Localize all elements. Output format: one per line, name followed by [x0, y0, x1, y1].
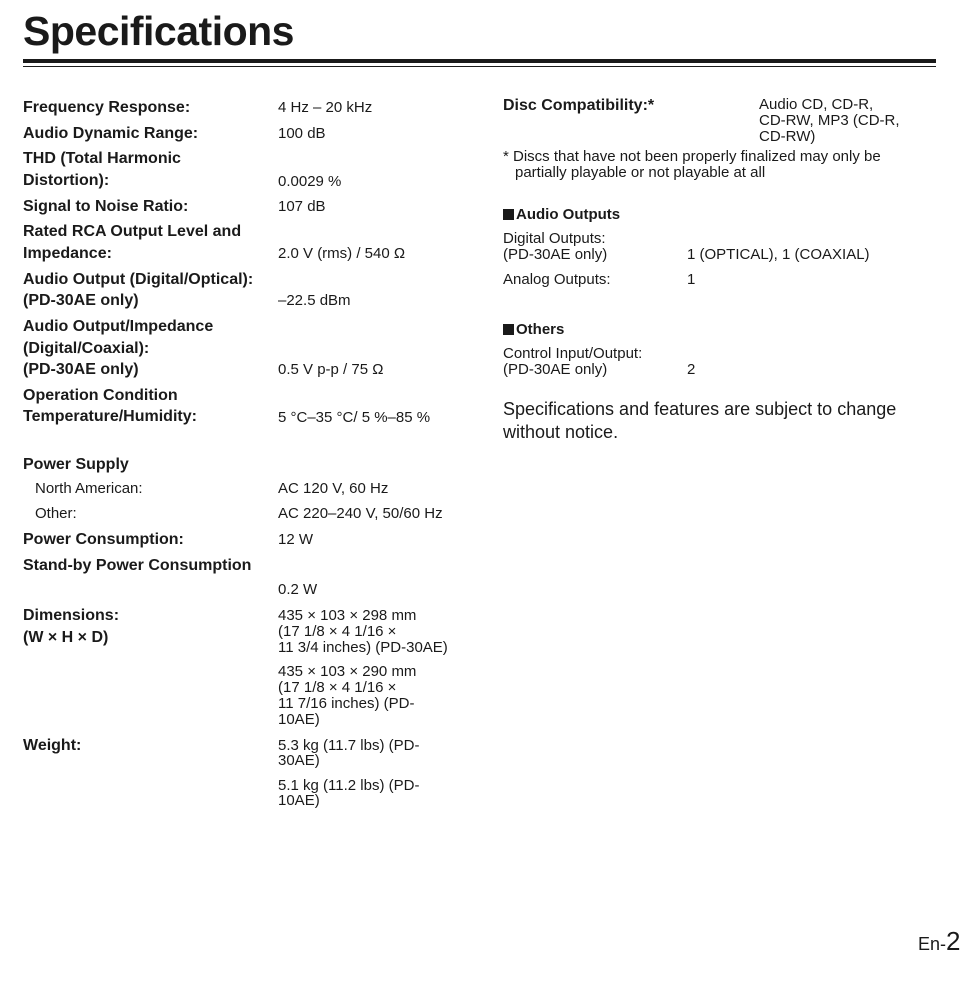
disc-compatibility-label: Disc Compatibility:*	[503, 97, 655, 114]
power-consumption-label: Power Consumption:	[23, 531, 184, 548]
disc-compatibility-value-line1: Audio CD, CD-R,	[759, 96, 874, 113]
coaxial-output-label-line2: (Digital/Coaxial):	[23, 340, 150, 357]
closing-note-line2: without notice.	[503, 422, 619, 442]
power-supply-label: Power Supply	[23, 456, 129, 473]
dimensions-pd10ae-line2: (17 1/8 × 4 1/16 ×	[278, 679, 397, 696]
digital-outputs-value: 1 (OPTICAL), 1 (COAXIAL)	[687, 246, 870, 263]
audio-outputs-heading	[503, 206, 620, 223]
frequency-response-value: 4 Hz – 20 kHz	[278, 99, 373, 116]
weight-pd30ae-line1: 5.3 kg (11.7 lbs) (PD-	[278, 737, 420, 754]
analog-outputs-value: 1	[687, 271, 696, 288]
rca-output-value: 2.0 V (rms) / 540 Ω	[278, 245, 406, 262]
page-number-digit: 2	[946, 926, 960, 956]
snr-label: Signal to Noise Ratio:	[23, 198, 189, 215]
dynamic-range-label: Audio Dynamic Range:	[23, 125, 199, 142]
audio-outputs-heading-text: Audio Outputs	[516, 206, 621, 223]
thd-label-line2: Distortion):	[23, 172, 110, 189]
dimensions-pd30ae-line3: 11 3/4 inches) (PD-30AE)	[278, 639, 448, 656]
north-american-value: AC 120 V, 60 Hz	[278, 480, 389, 497]
others-heading	[503, 321, 564, 338]
dimensions-label-line1: Dimensions:	[23, 607, 120, 624]
disc-footnote-line2: partially playable or not playable at all	[515, 164, 766, 181]
analog-outputs-label: Analog Outputs:	[503, 271, 611, 288]
dimensions-pd30ae-line2: (17 1/8 × 4 1/16 ×	[278, 623, 397, 640]
operation-condition-value: 5 °C–35 °C/ 5 %–85 %	[278, 409, 431, 426]
rca-output-label-line2: Impedance:	[23, 245, 112, 262]
thd-label-line1: THD (Total Harmonic	[23, 150, 181, 167]
rca-output-label-line1: Rated RCA Output Level and	[23, 223, 242, 240]
weight-label: Weight:	[23, 737, 82, 754]
dimensions-label-line2: (W × H × D)	[23, 629, 109, 646]
control-io-label-line2: (PD-30AE only)	[503, 361, 608, 378]
dimensions-pd10ae-line3: 11 7/16 inches) (PD-	[278, 695, 415, 712]
dynamic-range-value: 100 dB	[278, 125, 326, 142]
square-bullet-icon	[503, 209, 514, 220]
operation-condition-label-line2: Temperature/Humidity:	[23, 408, 197, 425]
standby-consumption-label: Stand-by Power Consumption	[23, 557, 252, 574]
others-heading-text: Others	[516, 321, 565, 338]
optical-output-label-line2: (PD-30AE only)	[23, 292, 139, 309]
optical-output-value: –22.5 dBm	[278, 292, 351, 309]
page-number-prefix: En-	[918, 934, 947, 954]
title-rule-thin	[23, 66, 936, 67]
disc-footnote-line1: * Discs that have not been properly finalized may only be	[503, 148, 881, 165]
frequency-response-label: Frequency Response:	[23, 99, 191, 116]
coaxial-output-value: 0.5 V p-p / 75 Ω	[278, 361, 384, 378]
snr-value: 107 dB	[278, 198, 326, 215]
closing-note-line1: Specifications and features are subject to change	[503, 399, 897, 419]
digital-outputs-label-line1: Digital Outputs:	[503, 230, 606, 247]
control-io-value: 2	[687, 361, 696, 378]
dimensions-pd30ae-line1: 435 × 103 × 298 mm	[278, 607, 417, 624]
other-label: Other:	[35, 505, 77, 522]
thd-value: 0.0029 %	[278, 173, 342, 190]
optical-output-label-line1: Audio Output (Digital/Optical):	[23, 271, 254, 288]
power-consumption-value: 12 W	[278, 531, 314, 548]
other-value: AC 220–240 V, 50/60 Hz	[278, 505, 443, 522]
weight-pd10ae-line2: 10AE)	[278, 792, 320, 809]
dimensions-pd10ae-line4: 10AE)	[278, 711, 320, 728]
page-title: Specifications	[23, 8, 294, 54]
title-rule-thick	[23, 59, 936, 63]
standby-consumption-value: 0.2 W	[278, 581, 318, 598]
weight-pd10ae-line1: 5.1 kg (11.2 lbs) (PD-	[278, 777, 420, 794]
control-io-label-line1: Control Input/Output:	[503, 345, 643, 362]
disc-compatibility-value-line2: CD-RW, MP3 (CD-R,	[759, 112, 900, 129]
operation-condition-label-line1: Operation Condition	[23, 387, 178, 404]
north-american-label: North American:	[35, 480, 143, 497]
digital-outputs-label-line2: (PD-30AE only)	[503, 246, 608, 263]
coaxial-output-label-line1: Audio Output/Impedance	[23, 318, 214, 335]
square-bullet-icon	[503, 324, 514, 335]
weight-pd30ae-line2: 30AE)	[278, 752, 320, 769]
dimensions-pd10ae-line1: 435 × 103 × 290 mm	[278, 663, 417, 680]
page-number	[918, 926, 960, 957]
coaxial-output-label-line3: (PD-30AE only)	[23, 361, 139, 378]
disc-compatibility-value-line3: CD-RW)	[759, 128, 816, 145]
